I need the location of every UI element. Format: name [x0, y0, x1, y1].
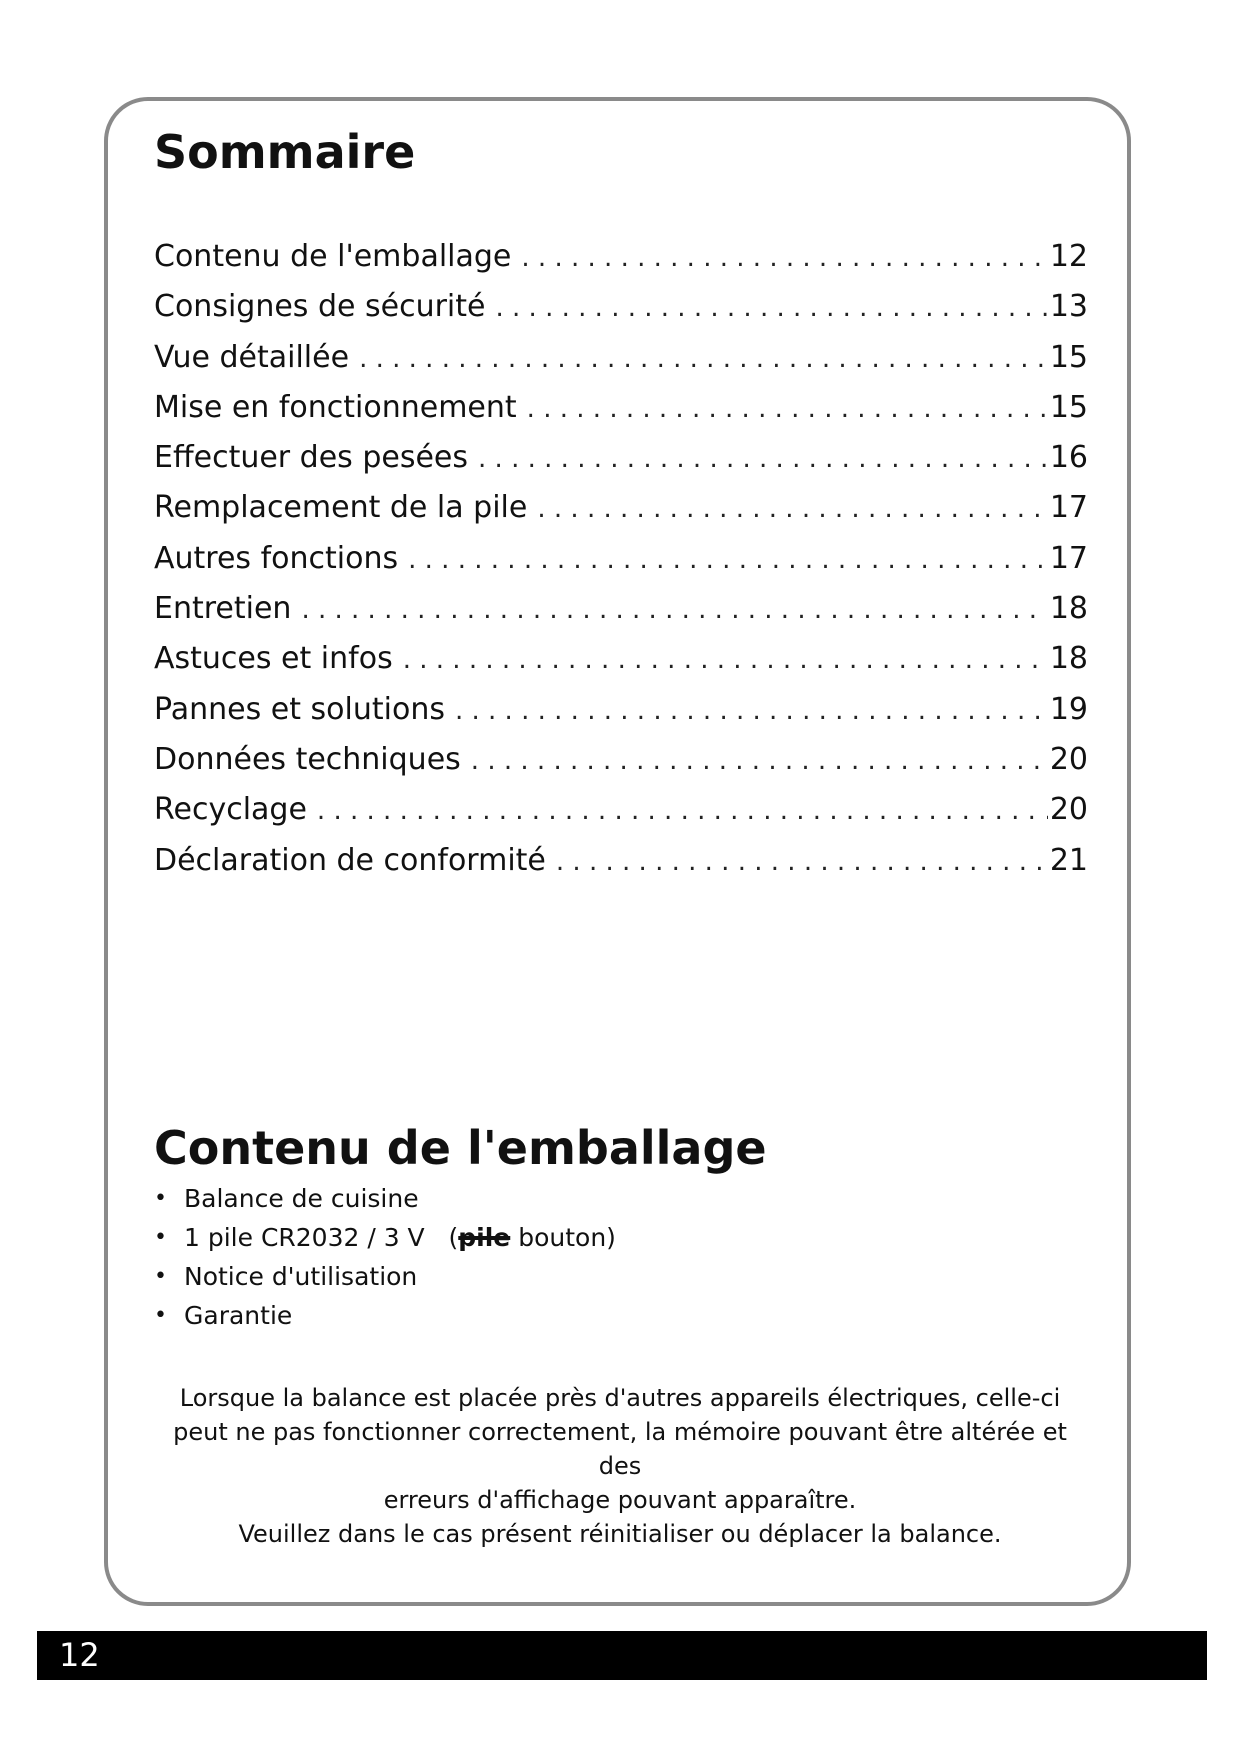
toc-entry-label: Entretien	[154, 591, 292, 627]
list-item	[154, 1218, 616, 1257]
toc-entry	[154, 282, 1088, 332]
toc-leader-dots	[403, 635, 1048, 685]
toc-entry-label: Contenu de l'emballage	[154, 239, 512, 274]
toc-leader-dots	[301, 585, 1047, 635]
toc-entry-label: Autres fonctions	[154, 540, 399, 576]
package-contents-list	[154, 1179, 616, 1335]
list-item-text	[184, 1218, 616, 1257]
toc-entry-label: Remplacement de la pile	[154, 490, 528, 526]
toc-entry-label: Vue détaillée	[154, 339, 350, 375]
toc-entry-page: 20	[1049, 741, 1088, 777]
note-line: erreurs d'affichage pouvant apparaître.	[383, 1486, 857, 1514]
toc-entry	[154, 232, 1088, 282]
toc-entry	[154, 785, 1088, 835]
toc-entry-page: 15	[1049, 339, 1088, 375]
toc-entry-page: 19	[1049, 691, 1088, 727]
toc-leader-dots	[478, 434, 1048, 484]
toc-entry-label: Consignes de sécurité	[154, 289, 486, 325]
list-item-text: Notice d'utilisation	[184, 1262, 418, 1291]
toc-entry-label: Recyclage	[154, 792, 307, 828]
toc-entry-page: 12	[1049, 239, 1088, 274]
toc-entry	[154, 433, 1088, 483]
toc-leader-dots	[527, 384, 1048, 434]
toc-leader-dots	[556, 837, 1048, 887]
bullet-icon: •	[154, 1264, 167, 1289]
toc-entry	[154, 634, 1088, 684]
toc-entry-label: Effectuer des pesées	[154, 440, 469, 476]
toc-entry	[154, 685, 1088, 735]
note-line: Lorsque la balance est placée près d'autres appareils électriques, celle-ci	[179, 1384, 1061, 1412]
toc-entry	[154, 584, 1088, 634]
toc-leader-dots	[537, 484, 1047, 534]
note-line: peut ne pas fonctionner correctement, la mémoire pouvant être altérée et des	[173, 1418, 1067, 1480]
bullet-icon: •	[154, 1186, 167, 1211]
toc-entry-page: 13	[1049, 289, 1088, 325]
toc-entry-page: 20	[1049, 792, 1088, 828]
toc-leader-dots	[471, 736, 1048, 786]
struck-word: pile	[458, 1223, 511, 1252]
toc-leader-dots	[521, 233, 1047, 283]
toc-entry	[154, 383, 1088, 433]
list-item	[154, 1257, 616, 1296]
sommaire-title: Sommaire	[154, 125, 416, 179]
toc-entry-label: Données techniques	[154, 741, 461, 777]
list-item	[154, 1296, 616, 1335]
table-of-contents	[154, 232, 1088, 886]
bullet-icon: •	[154, 1303, 167, 1328]
toc-leader-dots	[317, 786, 1048, 836]
toc-leader-dots	[359, 334, 1048, 384]
list-item-text-part: bouton)	[510, 1223, 616, 1252]
toc-leader-dots	[455, 686, 1048, 736]
bullet-icon: •	[154, 1225, 167, 1250]
toc-entry	[154, 836, 1088, 886]
list-item-text: Garantie	[184, 1301, 293, 1330]
toc-leader-dots	[408, 535, 1048, 585]
toc-entry	[154, 534, 1088, 584]
page-number: 12	[59, 1636, 100, 1674]
toc-entry-page: 21	[1049, 842, 1088, 878]
footer-bar	[37, 1631, 1207, 1680]
contenu-section-title: Contenu de l'emballage	[154, 1121, 767, 1175]
list-item-text: Balance de cuisine	[184, 1184, 419, 1213]
toc-leader-dots	[495, 283, 1047, 333]
toc-entry	[154, 735, 1088, 785]
toc-entry-page: 15	[1049, 389, 1088, 425]
list-item	[154, 1179, 616, 1218]
toc-entry-page: 16	[1049, 440, 1088, 476]
toc-entry	[154, 483, 1088, 533]
interference-note	[150, 1381, 1090, 1551]
toc-entry-label: Mise en fonctionnement	[154, 389, 517, 425]
toc-entry-page: 18	[1049, 591, 1088, 627]
toc-entry-page: 17	[1049, 540, 1088, 576]
toc-entry-page: 18	[1049, 641, 1088, 677]
toc-entry-label: Pannes et solutions	[154, 691, 445, 727]
toc-entry-label: Astuces et infos	[154, 641, 393, 677]
list-item-text-part: 1 pile CR2032 / 3 V (	[184, 1223, 459, 1252]
toc-entry	[154, 333, 1088, 383]
toc-entry-page: 17	[1049, 490, 1088, 526]
toc-entry-label: Déclaration de conformité	[154, 842, 546, 878]
note-line: Veuillez dans le cas présent réinitialiser ou déplacer la balance.	[238, 1520, 1002, 1548]
